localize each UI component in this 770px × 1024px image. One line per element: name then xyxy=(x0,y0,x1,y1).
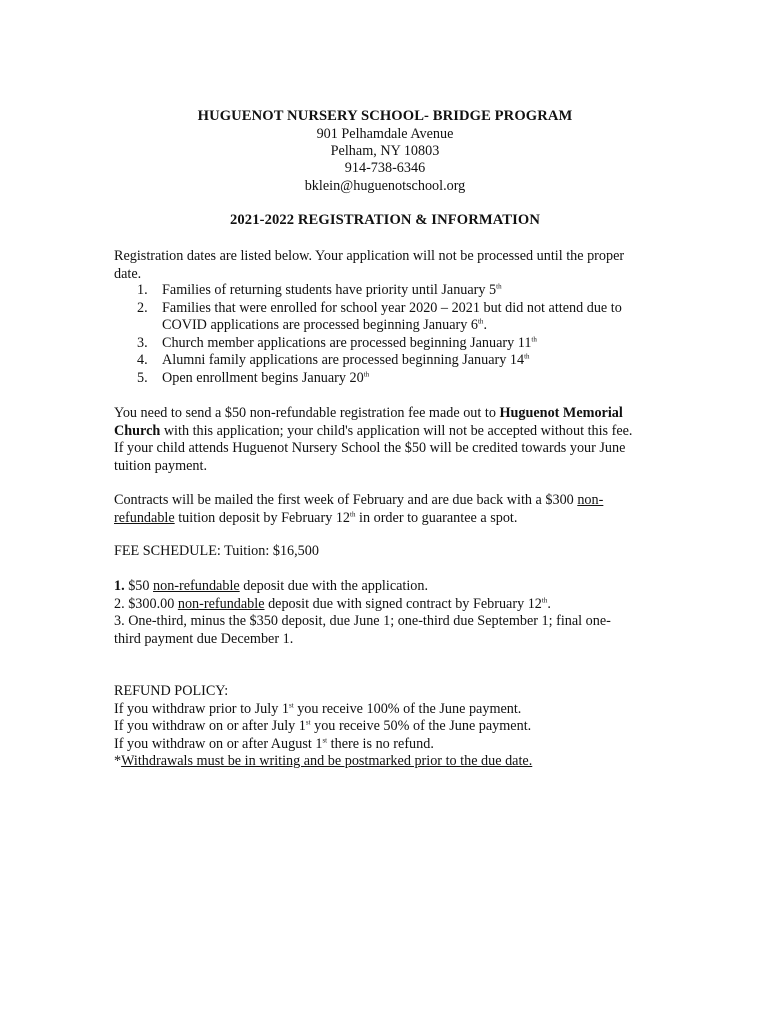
list-number: 4. xyxy=(137,352,148,368)
refund-line: If you withdraw on or after August 1st there is no refund. xyxy=(114,735,434,752)
fee-paragraph xyxy=(114,405,659,475)
list-item xyxy=(114,335,659,353)
list-text: Families that were enrolled for school year 2020 – 2021 but did not attend due to xyxy=(162,299,622,316)
list-number: 5. xyxy=(137,369,148,386)
fee-text-line-4: tuition payment. xyxy=(114,457,207,474)
fee-item: 1. $50 non-refundable deposit due with the application. xyxy=(114,578,429,594)
list-item xyxy=(114,370,659,388)
list-text: Church member applications are processed beginning January 11 xyxy=(162,334,532,351)
refund-note: *Withdrawals must be in writing and be postmarked prior to the due date. xyxy=(114,753,533,769)
intro-line-1: Registration dates are listed below. Your application will not be processed until the proper xyxy=(114,248,625,264)
list-text: Open enrollment begins January 20 xyxy=(162,369,364,386)
city-line: Pelham, NY 10803 xyxy=(330,143,440,159)
list-text-continued: COVID applications are processed beginning January 6 xyxy=(162,317,478,333)
non-refundable-text: non- xyxy=(577,492,604,508)
list-text: Families of returning students have priority until January 5 xyxy=(162,282,497,298)
fee-item: 2. $300.00 non-refundable deposit due with signed contract by February 12th. xyxy=(114,595,551,612)
list-text: Alumni family applications are processed beginning January 14 xyxy=(162,352,525,368)
list-item xyxy=(114,282,659,300)
contracts-text-continued: tuition deposit by February 12 xyxy=(174,509,351,526)
refund-line: If you withdraw on or after July 1st you receive 50% of the June payment. xyxy=(114,718,532,734)
ordinal-suffix: th xyxy=(524,352,530,361)
registration-dates-list xyxy=(114,282,659,387)
list-number: 3. xyxy=(137,334,148,351)
ordinal-suffix: th xyxy=(363,369,370,378)
ordinal-suffix: th xyxy=(531,334,537,343)
intro-line-2: date. xyxy=(114,265,142,282)
fee-item: 3. One-third, minus the $350 deposit, due June 1; one-third due September 1; final one- xyxy=(114,613,611,629)
refund-line: If you withdraw prior to July 1st you receive 100% of the June payment. xyxy=(114,700,522,717)
fee-schedule-label: FEE SCHEDULE xyxy=(114,543,217,559)
refund-policy: REFUND POLICY: If you withdraw prior to July 1st you receive 100% of the June payment. If you withdraw on or after July 1st you receive 50% of the June payment. If you withdraw on or after August 1st there is no refund. *Withdrawals must be in writing and be postmarked prior to the due date. xyxy=(114,683,659,771)
fee-item-continued: third payment due December 1. xyxy=(114,630,294,647)
address-line: 901 Pelhamdale Avenue xyxy=(316,126,454,142)
refund-policy-label: REFUND POLICY xyxy=(114,683,225,699)
fee-text-continued: with this application; your child's application will not be accepted without this fee. xyxy=(160,422,633,439)
intro-paragraph xyxy=(114,248,659,283)
registration-title: 2021-2022 REGISTRATION & INFORMATION xyxy=(230,212,540,228)
school-title: HUGUENOT NURSERY SCHOOL- BRIDGE PROGRAM xyxy=(197,108,573,124)
fee-items xyxy=(114,578,659,648)
list-number: 2. xyxy=(137,299,148,316)
ordinal-suffix: th xyxy=(496,282,502,291)
church-name: Huguenot Memorial xyxy=(499,405,623,421)
list-item xyxy=(114,352,659,370)
list-item xyxy=(114,300,659,335)
church-name-continued: Church xyxy=(114,422,161,439)
ordinal-suffix: th xyxy=(350,509,356,518)
list-text-tail: . xyxy=(483,317,487,333)
contracts-paragraph xyxy=(114,492,659,527)
phone-number: 914-738-6346 xyxy=(344,160,426,176)
list-number: 1. xyxy=(137,282,148,298)
contracts-text: Contracts will be mailed the first week of February and are due back with a $300 xyxy=(114,492,578,508)
ordinal-suffix: th xyxy=(477,317,484,326)
contracts-text-tail: in order to guarantee a spot. xyxy=(355,509,518,526)
non-refundable-text-continued: refundable xyxy=(114,509,175,526)
fee-text-line-3: If your child attends Huguenot Nursery School the $50 will be credited towards your June xyxy=(114,440,626,456)
fee-schedule-heading xyxy=(114,543,659,561)
fee-schedule-tuition: : Tuition: $16,500 xyxy=(216,543,319,559)
email-address: bklein@huguenotschool.org xyxy=(304,178,466,194)
fee-text: You need to send a $50 non-refundable registration fee made out to xyxy=(114,405,500,421)
